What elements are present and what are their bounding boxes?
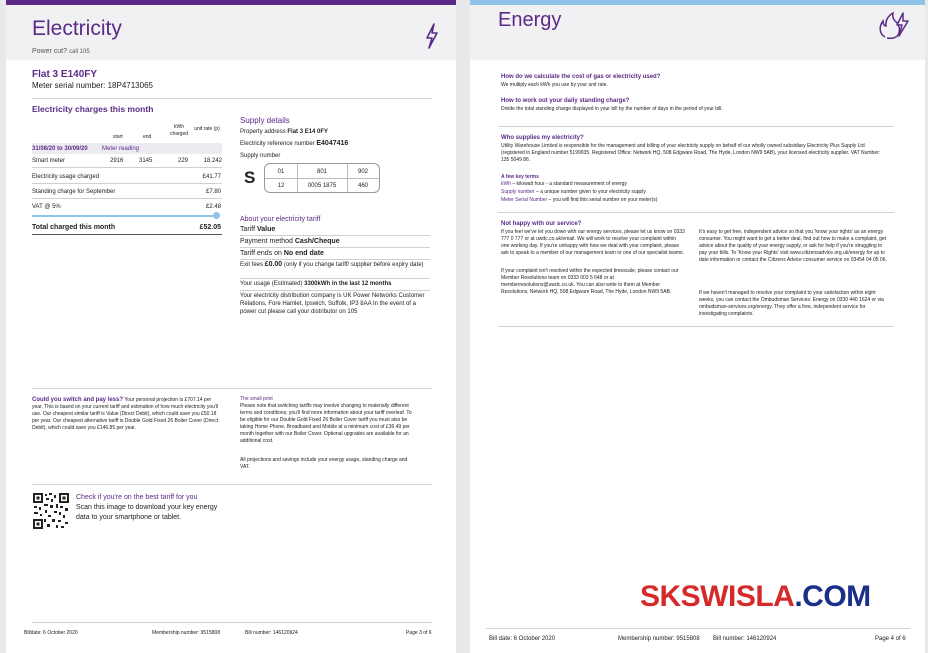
grid-cell: 460 bbox=[357, 183, 368, 189]
divider bbox=[32, 484, 432, 485]
divider bbox=[486, 628, 910, 629]
meter-row-label: Smart meter bbox=[32, 158, 66, 164]
property-address: Property address Flat 3 E14 0FY bbox=[240, 129, 329, 135]
supplier-body: Utility Warehouse Limited is responsible for the management and billing of your electricity supply on behalf of our wholly owned subsidiary Electricity Plus Supply Ltd (registered in England number 5199935. Registered Office: Network HQ, 508 Edgware Road, The Hyde, London NW9 5AB), your licensed electricity supplier. VAT Number: 135 5049 86. bbox=[501, 143, 881, 163]
charges-heading: Electricity charges this month bbox=[32, 104, 154, 114]
grid-cell: 0005 1875 bbox=[307, 183, 337, 189]
progress-line bbox=[32, 215, 218, 217]
divider bbox=[32, 622, 432, 623]
supply-heading: Supply details bbox=[240, 116, 290, 125]
charge-line-label: Electricity usage charged bbox=[32, 174, 100, 180]
tariff-row: Payment method Cash/Cheque bbox=[240, 238, 340, 245]
tariff-row: Tariff ends on No end date bbox=[240, 250, 324, 257]
faq-answer: Divide the total standing charge displayed in your bill by the number of days in the period of your bill. bbox=[501, 106, 723, 112]
page-header bbox=[470, 5, 925, 60]
watermark: SKSWISLA.COM bbox=[640, 580, 871, 613]
complaints-right-p2: If we haven't managed to resolve your complaint to your satisfaction within eight weeks, you can contact the Ombudsman Services: Energy on 0330 440 1624 or via ombudsman-services.org/energy. They offer a free, independent service for investigating complaints. bbox=[699, 290, 884, 317]
page-title: Electricity bbox=[32, 17, 122, 40]
small-print-body-2: All projections and savings include your energy usage, standing charge and VAT. bbox=[240, 457, 408, 470]
page-header bbox=[6, 5, 456, 60]
exit-fees: Exit fees £0.00 (only if you change tariff/ supplier before expiry date) bbox=[240, 261, 424, 268]
power-cut-note: Power cut? call 105 bbox=[32, 48, 90, 55]
grid-cell: 801 bbox=[316, 169, 327, 175]
lightning-icon bbox=[424, 23, 440, 49]
faq-question: How to work out your daily standing charge? bbox=[501, 98, 630, 104]
footer-page: Page 4 of 6 bbox=[875, 636, 906, 642]
grid-line bbox=[265, 178, 379, 179]
divider bbox=[32, 183, 222, 184]
faq-question: How do we calculate the cost of gas or electricity used? bbox=[501, 74, 661, 80]
divider bbox=[240, 235, 430, 236]
complaints-heading: Not happy with our service? bbox=[501, 221, 582, 227]
divider bbox=[240, 247, 430, 248]
switch-section: Could you switch and pay less? Your personal projection is £707.14 per year. This is based on your current tariff and estimation of how much electricity you'll use. Our cheapest similar tariff is Value (Direct Debit), which could save you £50.18 per year. Our cheapest alternative tariff is Double Gold Fixed 26 Boiler Cover (Direct Debit), which could save you £146.85 per year. bbox=[32, 397, 219, 431]
distribution-note: Your electricity distribution company is UK Power Networks Customer Relations, Fore Hamlet, Ipswich, Suffolk, IP3 8AA In the event of a power cut please call your distributor on 105 bbox=[240, 293, 425, 315]
meter-serial: Meter serial number: 18P4713065 bbox=[32, 81, 153, 90]
grid-line bbox=[297, 164, 298, 192]
qr-heading: Check if you're on the best tariff for you bbox=[76, 494, 198, 501]
divider bbox=[32, 234, 222, 235]
meter-end: 3145 bbox=[139, 158, 153, 164]
grid-cell: 12 bbox=[277, 183, 285, 189]
footer-page: Page 3 of 6 bbox=[406, 630, 432, 636]
charge-line-amount: £2.48 bbox=[205, 204, 221, 210]
grid-line bbox=[347, 164, 348, 192]
supply-letter: S bbox=[244, 168, 256, 187]
divider bbox=[32, 198, 222, 199]
divider bbox=[240, 259, 430, 260]
footer-bill-number: Bill number: 146120924 bbox=[245, 630, 298, 636]
small-print-heading: The small print bbox=[240, 396, 273, 402]
complaints-left-p1: If you feel we've let you down with our energy services, please let us know on 0333 777 0 777 or at uwdc.co.uk/email. We will work to resolve your complaint within one working day. If you're unhappy with how we deal with your complaint, please ask to speak to a member of our management team or one of our specialist teams. bbox=[501, 229, 685, 256]
divider bbox=[498, 126, 894, 127]
grid-cell: 01 bbox=[277, 169, 285, 175]
small-print-body: Please note that switching tariffs may involve changing to materially different terms and conditions; you'll find more information about your tariff overleaf. To be eligible for our Double Gold Fixed 26 Boiler Cover tariff you must also be taking Home Phone, Broadband and Mobile at a minimum cost of £36.49 per month together with our Boiler Cover. Optional upgrades are available for an additional cost. bbox=[240, 403, 412, 444]
divider bbox=[32, 388, 432, 389]
col-rate: unit rate (p) bbox=[194, 126, 220, 132]
qr-code-icon bbox=[32, 492, 70, 530]
total-amount: £52.05 bbox=[199, 224, 221, 231]
page-title: Energy bbox=[498, 9, 562, 31]
supply-number-grid bbox=[264, 163, 380, 193]
terms-heading: A few key terms bbox=[501, 174, 539, 180]
tariff-row: Tariff Value bbox=[240, 226, 276, 233]
period-row bbox=[32, 143, 222, 154]
supply-number-label: Supply number bbox=[240, 153, 281, 159]
progress-dot bbox=[213, 212, 220, 219]
footer-bill-date: Bill date: 6 October 2020 bbox=[489, 636, 556, 642]
qr-body: Scan this image to download your key energy data to your smartphone or tablet. bbox=[76, 504, 218, 521]
faq-answer: We multiply each kWh you use by your unit rate. bbox=[501, 82, 608, 88]
grid-cell: 902 bbox=[357, 169, 368, 175]
period-dates: 31/08/20 to 30/09/20 bbox=[32, 146, 88, 152]
divider bbox=[240, 290, 430, 291]
estimated-usage: Your usage (Estimated) 3300kWh in the last 12 months bbox=[240, 281, 392, 287]
divider bbox=[240, 278, 430, 279]
period-note: Meter reading bbox=[102, 146, 140, 152]
supplier-heading: Who supplies my electricity? bbox=[501, 135, 584, 141]
footer-bill-date: Billdate: 6 October 2020 bbox=[24, 630, 78, 636]
bill-page-4 bbox=[470, 0, 925, 653]
divider bbox=[498, 212, 894, 213]
meter-start: 2916 bbox=[110, 158, 124, 164]
term-item: Supply number – a unique number given to your electricity supply bbox=[501, 189, 646, 195]
charge-line-amount: £7.80 bbox=[205, 189, 221, 195]
divider bbox=[498, 326, 894, 327]
col-end: end bbox=[143, 134, 152, 140]
complaints-right-p1: It's easy to get free, independent advice so that you 'know your rights' as an energy consumer. You might want to get a better deal, find out how to make a complaint, get advice about the quality of your energy supply, or ask for help if you're struggling to pay your bills. To 'Know your Rights' visit www.citizensadvice.org.uk/energy for up to date information or contact the Citizens Advice consumer service on 03454 04 05 06. bbox=[699, 229, 887, 263]
term-item: kWh – kilowatt hour - a standard measurement of energy bbox=[501, 181, 627, 187]
charge-line-label: Standing charge for September bbox=[32, 189, 116, 195]
charge-line-amount: £41.77 bbox=[202, 174, 221, 180]
electricity-reference: Electricity reference number E4047416 bbox=[240, 140, 349, 147]
meter-kwh: 229 bbox=[178, 158, 189, 164]
term-item: Meter Serial Number – you will find this serial number on your meter(s) bbox=[501, 197, 658, 203]
meter-rate: 18.242 bbox=[203, 158, 222, 164]
divider bbox=[32, 167, 222, 168]
energy-flame-bolt-icon bbox=[877, 10, 911, 40]
complaints-left-p2: If your complaint isn't resolved within the expected timescale, please contact our Member Resolutions team on 0333 003 5 648 or at memberresolutions@uwdc.co.uk. You can also write to them at Member Resolutions, Network HQ, 508 Edgware Road, The Hyde, London NW9 5AB. bbox=[501, 268, 679, 295]
divider bbox=[32, 98, 432, 99]
footer-membership: Membership number: 9515808 bbox=[618, 636, 700, 642]
bill-page-3 bbox=[6, 0, 456, 653]
col-kwh: kWh charged bbox=[169, 124, 189, 137]
footer-membership: Membership number: 9515808 bbox=[152, 630, 221, 636]
charge-line-label: VAT @ 5% bbox=[32, 204, 61, 210]
total-label: Total charged this month bbox=[32, 224, 116, 231]
tariff-heading: About your electricity tariff bbox=[240, 216, 321, 223]
flat-address: Flat 3 E140FY bbox=[32, 69, 98, 80]
footer-bill-number: Bill number: 146120924 bbox=[713, 636, 777, 642]
col-start: start bbox=[113, 134, 123, 140]
